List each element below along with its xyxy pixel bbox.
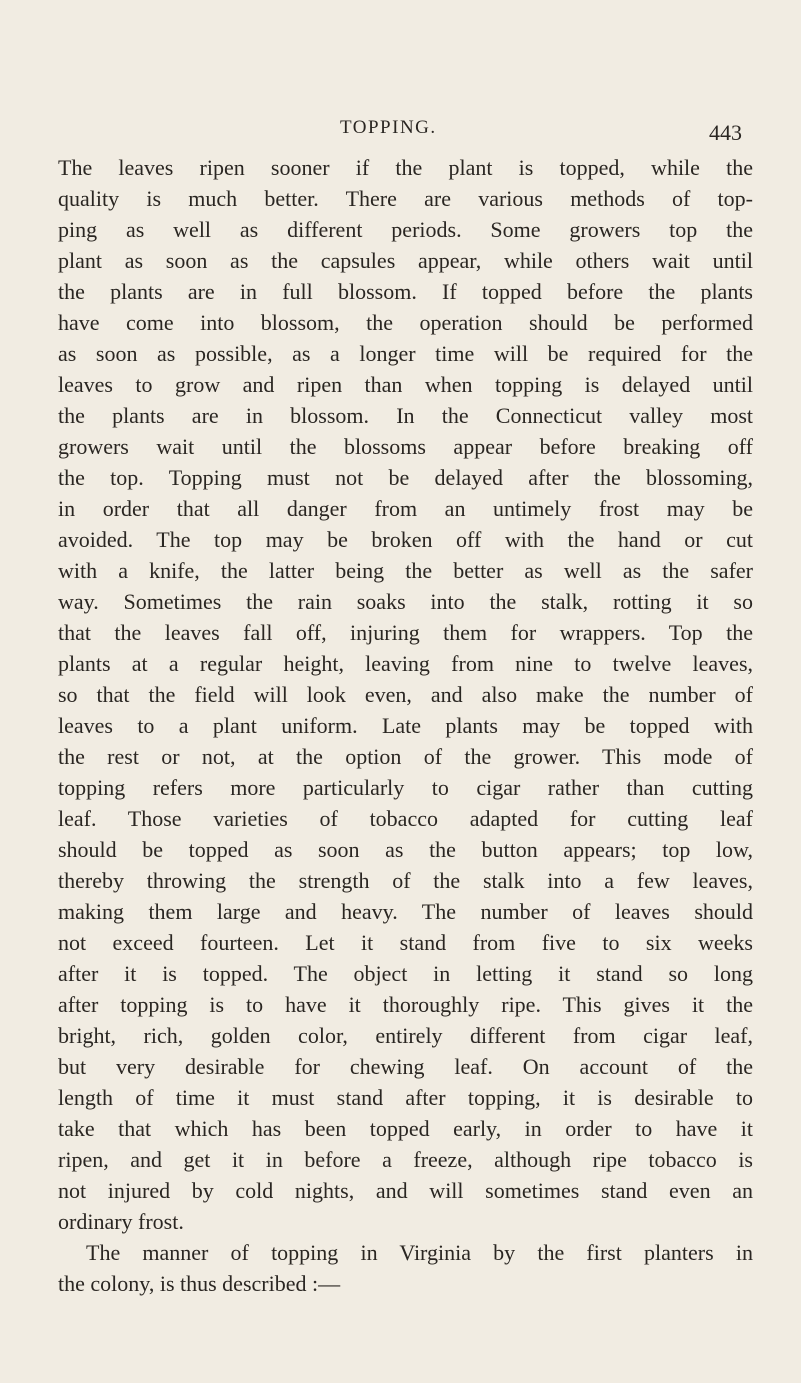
running-head: [0, 117, 801, 147]
text-line: the rest or not, at the option of the grower. This mode of: [58, 744, 753, 769]
text-line: topping refers more particularly to cigar rather than cutting: [58, 775, 753, 800]
text-line: thereby throwing the strength of the stalk into a few leaves,: [58, 868, 753, 893]
text-line: growers wait until the blossoms appear before breaking off: [58, 434, 753, 459]
text-line: leaf. Those varieties of tobacco adapted for cutting leaf: [58, 806, 753, 831]
text-line: length of time it must stand after topping, it is desirable to: [58, 1085, 753, 1110]
text-line: plant as soon as the capsules appear, while others wait until: [58, 248, 753, 273]
running-title: TOPPING.: [340, 117, 437, 138]
page-number: 443: [709, 120, 742, 145]
text-line: The manner of topping in Virginia by the first planters in: [86, 1240, 753, 1265]
body-text: [58, 152, 753, 1299]
text-line: so that the field will look even, and also make the number of: [58, 682, 753, 707]
text-line: way. Sometimes the rain soaks into the stalk, rotting it so: [58, 589, 753, 614]
text-line: ping as well as different periods. Some growers top the: [58, 217, 753, 242]
text-line: quality is much better. There are various methods of top-: [58, 186, 753, 211]
text-line: should be topped as soon as the button appears; top low,: [58, 837, 753, 862]
text-line: that the leaves fall off, injuring them for wrappers. Top the: [58, 620, 753, 645]
text-line: avoided. The top may be broken off with the hand or cut: [58, 527, 753, 552]
text-line: leaves to grow and ripen than when topping is delayed until: [58, 372, 753, 397]
text-line: in order that all danger from an untimely frost may be: [58, 496, 753, 521]
text-line: the top. Topping must not be delayed after the blossoming,: [58, 465, 753, 490]
text-line: plants at a regular height, leaving from nine to twelve leaves,: [58, 651, 753, 676]
text-line: but very desirable for chewing leaf. On account of the: [58, 1054, 753, 1079]
text-line: the plants are in blossom. In the Connecticut valley most: [58, 403, 753, 428]
text-line: ripen, and get it in before a freeze, although ripe tobacco is: [58, 1147, 753, 1172]
text-line: with a knife, the latter being the better as well as the safer: [58, 558, 753, 583]
text-line: the plants are in full blossom. If topped before the plants: [58, 279, 753, 304]
text-line: the colony, is thus described :—: [58, 1271, 341, 1296]
text-line: after it is topped. The object in letting it stand so long: [58, 961, 753, 986]
text-line: leaves to a plant uniform. Late plants may be topped with: [58, 713, 753, 738]
text-line: ordinary frost.: [58, 1209, 184, 1234]
text-line: after topping is to have it thoroughly ripe. This gives it the: [58, 992, 753, 1017]
text-line: take that which has been topped early, in order to have it: [58, 1116, 753, 1141]
text-line: The leaves ripen sooner if the plant is topped, while the: [58, 155, 753, 180]
text-line: making them large and heavy. The number of leaves should: [58, 899, 753, 924]
text-line: as soon as possible, as a longer time will be required for the: [58, 341, 753, 366]
text-line: bright, rich, golden color, entirely different from cigar leaf,: [58, 1023, 753, 1048]
text-line: have come into blossom, the operation should be performed: [58, 310, 753, 335]
text-line: not injured by cold nights, and will sometimes stand even an: [58, 1178, 753, 1203]
text-line: not exceed fourteen. Let it stand from five to six weeks: [58, 930, 753, 955]
